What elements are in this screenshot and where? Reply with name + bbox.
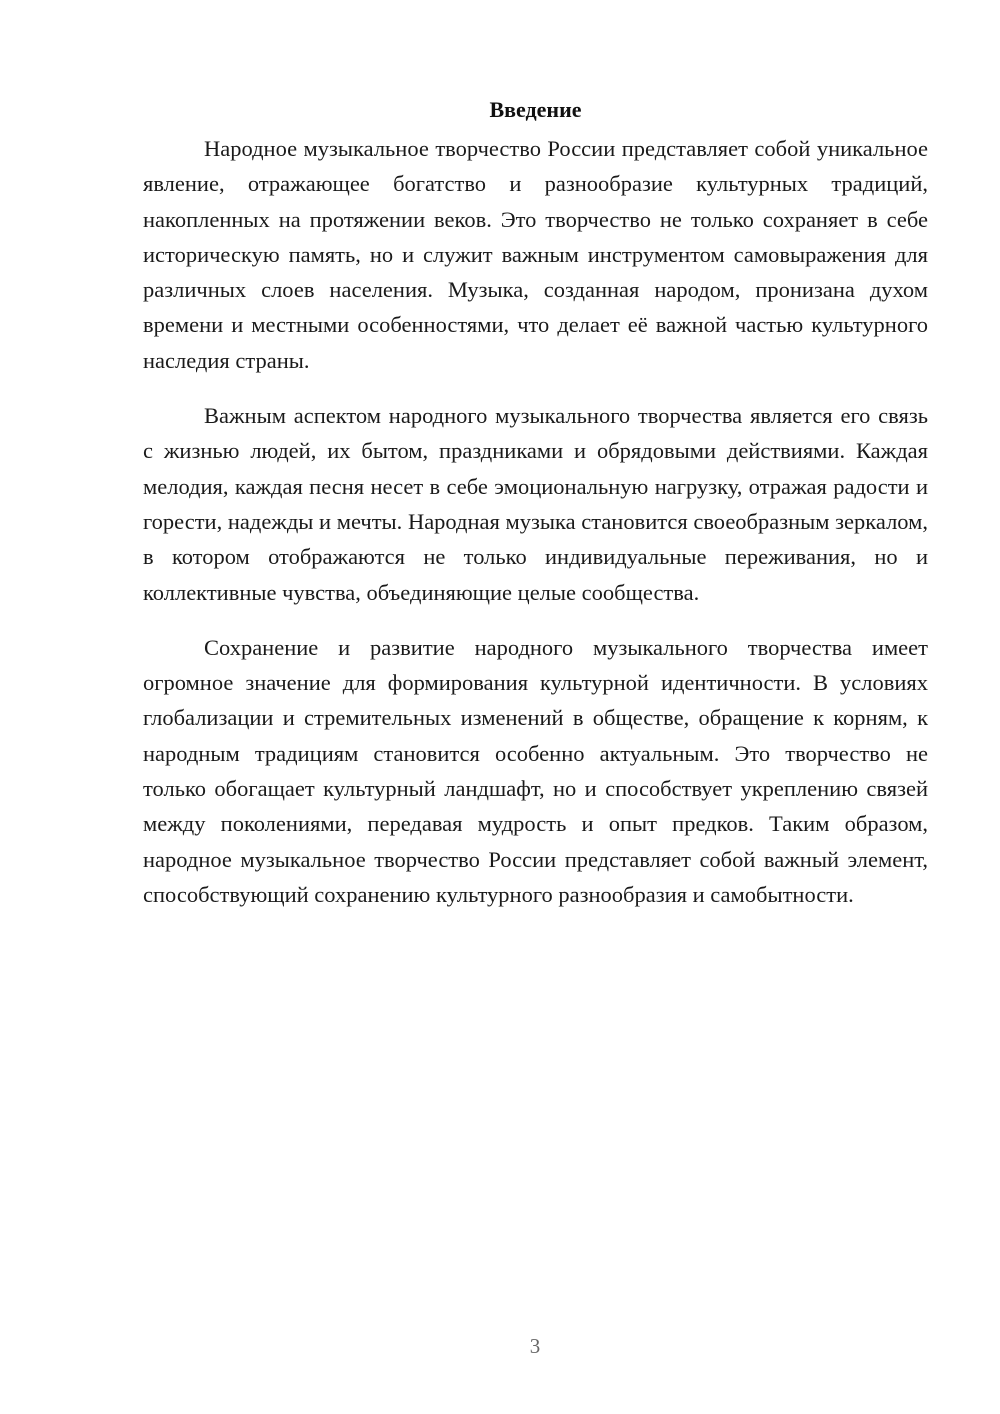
paragraph-1: Народное музыкальное творчество России представляет собой уникальное явление, отражающее богатство и разнообразие культурных традиций, накопленных на протяжении веков. Это творчество не только сохраняет в себе историческую память, но и служит важным инструментом самовыражения для различных слоев населения. Музыка, созданная народом, пронизана духом времени и местными особенностями, что делает её важной частью культурного наследия страны.	[143, 136, 928, 373]
paragraph-2: Важным аспектом народного музыкального творчества является его связь с жизнью людей, их бытом, праздниками и обрядовыми действиями. Каждая мелодия, каждая песня несет в себе эмоциональную нагрузку, отражая радости и горести, надежды и мечты. Народная музыка становится своеобразным зеркалом, в котором отображаются не только индивидуальные переживания, но и коллективные чувства, объединяющие целые сообщества.	[143, 403, 928, 605]
paragraph-3: Сохранение и развитие народного музыкального творчества имеет огромное значение для формирования культурной идентичности. В условиях глобализации и стремительных изменений в обществе, обращение к корням, к народным традициям становится особенно актуальным. Это творчество не только обогащает культурный ландшафт, но и способствует укреплению связей между поколениями, передавая мудрость и опыт предков. Таким образом, народное музыкальное творчество России представляет собой важный элемент, способствующий сохранению культурного разнообразия и самобытности.	[143, 634, 928, 907]
page-content	[143, 92, 928, 932]
section-title: Введение	[489, 97, 582, 122]
page-number: 3	[529, 1334, 541, 1358]
